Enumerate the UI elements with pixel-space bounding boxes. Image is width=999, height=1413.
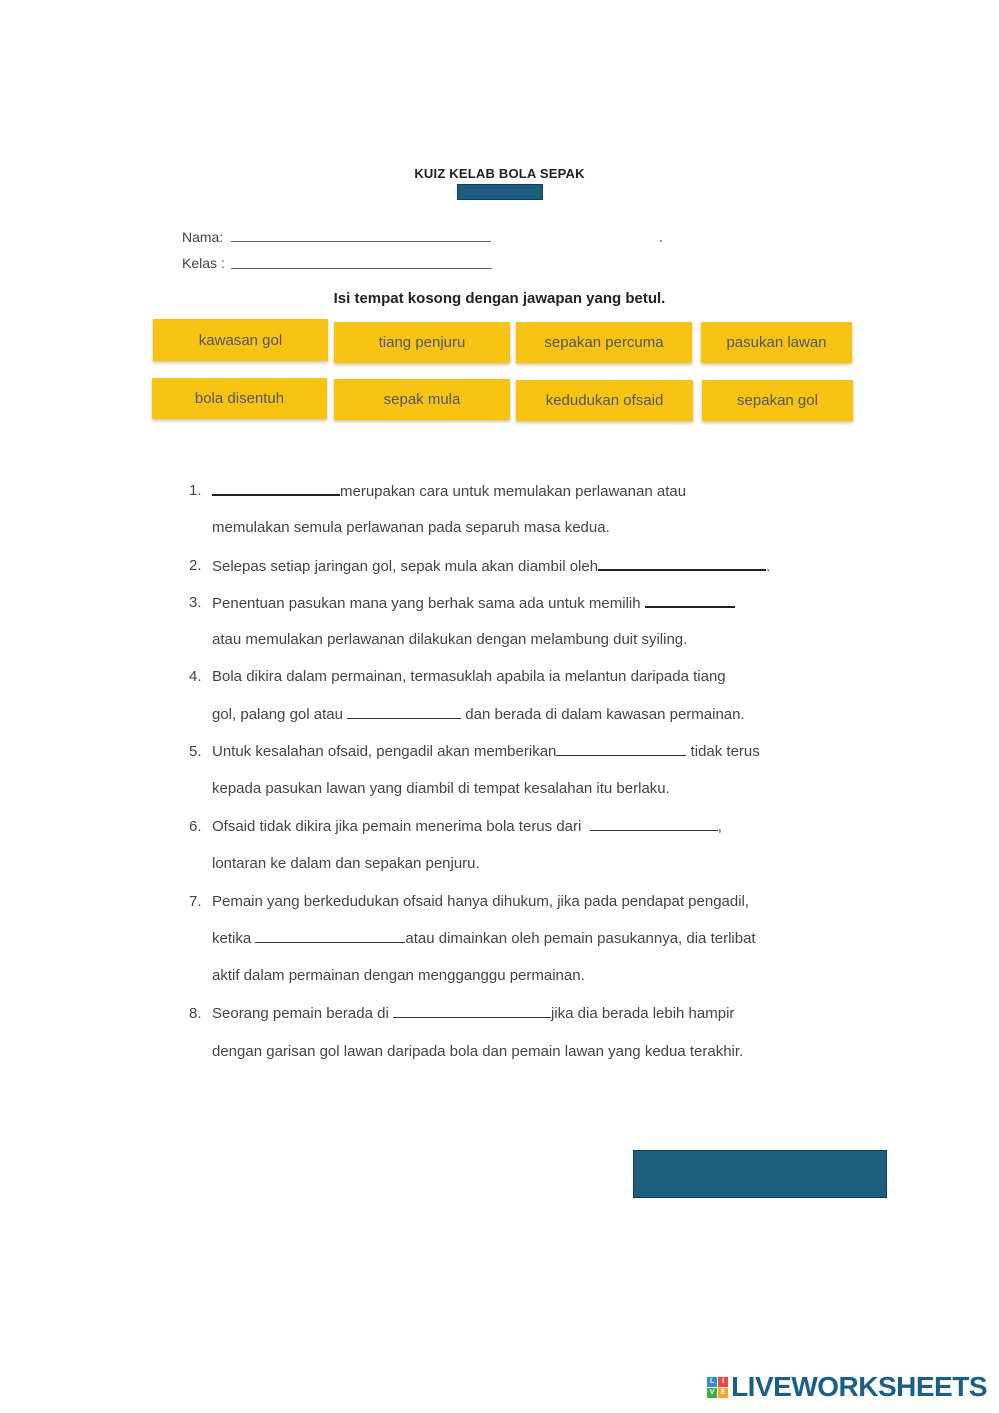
- question-line: Penentuan pasukan mana yang berhak sama ada untuk memilih: [212, 594, 735, 612]
- question-line: Pemain yang berkedudukan ofsaid hanya dihukum, jika pada pendapat pengadil,: [212, 893, 750, 910]
- word-chip[interactable]: sepak mula: [334, 379, 510, 420]
- question-number: 7.: [189, 893, 202, 910]
- word-chip[interactable]: tiang penjuru: [334, 322, 510, 363]
- question-line: Bola dikira dalam permainan, termasuklah apabila ia melantun daripada tiang: [212, 668, 726, 685]
- word-chip[interactable]: kedudukan ofsaid: [516, 380, 693, 421]
- word-chip[interactable]: sepakan gol: [702, 380, 853, 421]
- question-number: 4.: [189, 668, 202, 685]
- question-line: kepada pasukan lawan yang diambil di tempat kesalahan itu berlaku.: [212, 780, 670, 797]
- question-number: 1.: [189, 482, 202, 499]
- answer-box[interactable]: [633, 1150, 887, 1198]
- question-number: 2.: [189, 557, 202, 574]
- word-chip[interactable]: bola disentuh: [152, 378, 327, 419]
- question-number: 5.: [189, 743, 202, 760]
- question-number: 3.: [189, 594, 202, 611]
- question-line: Untuk kesalahan ofsaid, pengadil akan memberikan tidak terus: [212, 743, 760, 760]
- nama-line: [231, 241, 491, 242]
- question-line: lontaran ke dalam dan sepakan penjuru.: [212, 855, 480, 872]
- brand-name: LIVEWORKSHEETS: [731, 1371, 987, 1402]
- question-line: gol, palang gol atau dan berada di dalam kawasan permainan.: [212, 706, 745, 723]
- answer-blank[interactable]: [393, 1005, 551, 1018]
- question-line: Selepas setiap jaringan gol, sepak mula akan diambil oleh .: [212, 558, 771, 575]
- question-line: Seorang pemain berada di jika dia berada lebih hampir: [212, 1005, 735, 1022]
- question-number: 8.: [189, 1005, 202, 1022]
- question-line: atau memulakan perlawanan dilakukan dengan melambung duit syiling.: [212, 631, 688, 648]
- title-answer-box[interactable]: [457, 184, 543, 200]
- question-line: merupakan cara untuk memulakan perlawanan atau: [212, 482, 686, 500]
- kelas-label: Kelas :: [182, 255, 225, 271]
- answer-blank[interactable]: [590, 818, 718, 831]
- stray-dot: [660, 240, 662, 242]
- kelas-line: [231, 268, 492, 269]
- question-line: memulakan semula perlawanan pada separuh masa kedua.: [212, 519, 610, 536]
- answer-blank[interactable]: [212, 482, 340, 496]
- answer-blank[interactable]: [645, 594, 735, 608]
- word-chip[interactable]: kawasan gol: [153, 319, 328, 361]
- question-number: 6.: [189, 818, 202, 835]
- worksheet-title: KUIZ KELAB BOLA SEPAK: [414, 166, 585, 181]
- answer-blank[interactable]: [556, 743, 686, 756]
- word-chip[interactable]: sepakan percuma: [516, 322, 692, 363]
- answer-blank[interactable]: [347, 706, 461, 719]
- answer-blank[interactable]: [598, 557, 766, 571]
- question-line: dengan garisan gol lawan daripada bola dan pemain lawan yang kedua terakhir.: [212, 1043, 744, 1060]
- answer-blank[interactable]: [255, 930, 405, 943]
- liveworksheets-brand[interactable]: [707, 1371, 987, 1403]
- nama-label: Nama:: [182, 229, 224, 245]
- instruction-text: Isi tempat kosong dengan jawapan yang betul.: [333, 290, 666, 307]
- word-chip[interactable]: pasukan lawan: [701, 322, 852, 363]
- question-line: ketika atau dimainkan oleh pemain pasukannya, dia terlibat: [212, 930, 756, 947]
- question-line: aktif dalam permainan dengan mengganggu permainan.: [212, 967, 585, 984]
- question-line: Ofsaid tidak dikira jika pemain menerima bola terus dari ,: [212, 818, 722, 835]
- liveworksheets-logo-icon: L I V E: [707, 1377, 728, 1398]
